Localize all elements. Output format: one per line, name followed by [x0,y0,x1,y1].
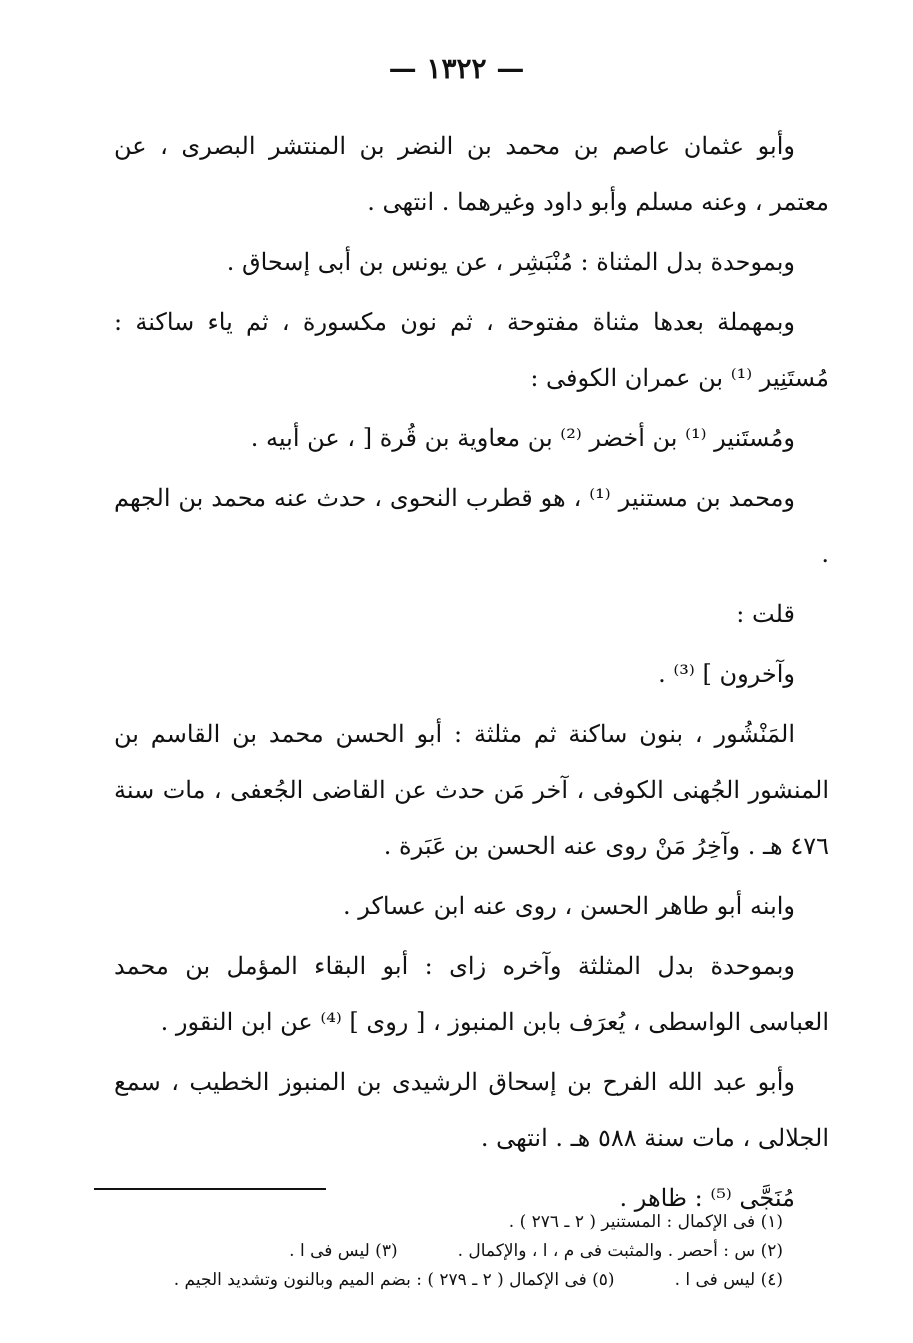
footnote-divider [94,1188,326,1190]
footnotes [93,1208,783,1295]
footnote-3: (٣) ليس فى ا . [289,1241,398,1261]
page-number: — ١٣٢٢ — [388,52,525,85]
body-text [114,118,829,1226]
paragraph-al-manshur: المَنْشُور ، بنون ساكنة ثم مثلثة : أبو الحسن محمد بن القاسم بن المنشور الجُهنى الكوفى ، آخر مَن حدث عن القاضى الجُعفى ، مات سنة ٤٧٦ هـ . وآخِرُ مَنْ روى عنه الحسن بن عَبَرة . [114,720,829,860]
paragraph-mustanir-akhdar: ومُستَنير ⁽¹⁾ بن أخضر ⁽²⁾ بن معاوية بن قُرة [ ، عن أبيه . [250,424,795,452]
footnote-4: (٤) ليس فى ا . [674,1270,783,1290]
footnote-line-3 [93,1266,783,1295]
footnote-2: (٢) س : أحصر . والمثبت فى م ، ا ، والإكمال . [457,1241,783,1261]
paragraph-abu-uthman: وأبو عثمان عاصم بن محمد بن النضر بن المنتشر البصرى ، عن معتمر ، وعنه مسلم وأبو داود وغيرهما . انتهى . [114,132,829,216]
paragraph-munbashir: وبموحدة بدل المثناة : مُنْبَشِر ، عن يونس بن أبى إسحاق . [226,248,795,276]
paragraph-abu-al-baqa: وبموحدة بدل المثلثة وآخره زاى : أبو البقاء المؤمل بن محمد العباسى الواسطى ، يُعرَف بابن المنبوز ، [ روى ] ⁽⁴⁾ عن ابن النقور . [114,952,829,1036]
paragraph-abu-tahir: وابنه أبو طاهر الحسن ، روى عنه ابن عساكر . [342,892,795,920]
footnote-5: (٥) فى الإكمال ( ٢ ـ ٢٧٩ ) : بضم الميم وبالنون وتشديد الجيم . [173,1270,615,1290]
paragraph-qultu: قلت : [736,600,795,628]
paragraph-abu-abdallah: وأبو عبد الله الفرح بن إسحاق الرشيدى بن المنبوز الخطيب ، سمع الجلالى ، مات سنة ٥٨٨ هـ . انتهى . [114,1068,829,1152]
footnote-line-2 [93,1237,783,1266]
footnote-line-1 [93,1208,783,1237]
paragraph-akharun: وآخرون ] ⁽³⁾ . [658,660,795,688]
paragraph-munajja: مُنَجَّى ⁽⁵⁾ : ظاهر . [619,1184,795,1212]
footnote-1: (١) فى الإكمال : المستنير ( ٢ ـ ٢٧٦ ) . [508,1212,783,1232]
paragraph-mustanir-imran: وبمهملة بعدها مثناة مفتوحة ، ثم نون مكسورة ، ثم ياء ساكنة : مُستَنِير ⁽¹⁾ بن عمران الكوفى : [114,308,829,392]
paragraph-muhammad-mustanir: ومحمد بن مستنير ⁽¹⁾ ، هو قطرب النحوى ، حدث عنه محمد بن الجهم . [114,484,829,568]
